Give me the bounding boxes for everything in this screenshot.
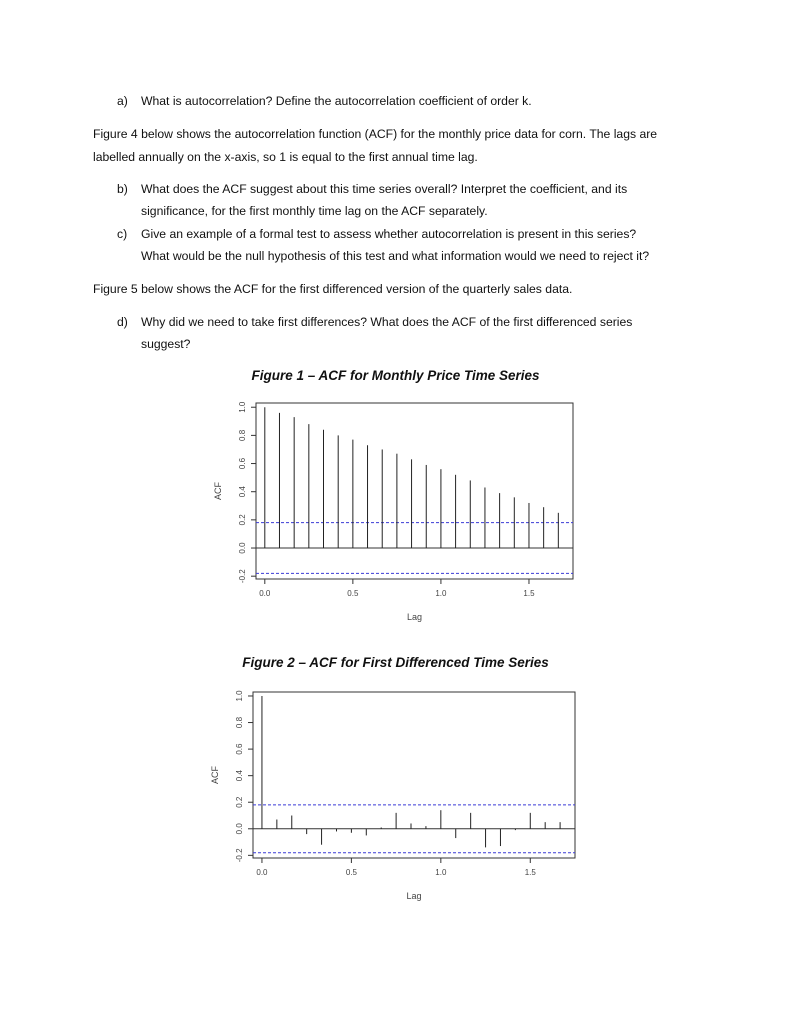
y-tick-label: -0.2 [238, 569, 247, 584]
y-tick-label: 0.8 [235, 716, 244, 729]
plot-frame [256, 403, 573, 579]
y-tick-label: -0.2 [235, 848, 244, 863]
x-axis-label: Lag [406, 612, 423, 622]
question-b-line2: significance, for the first monthly time lag on the ACF separately. [141, 204, 488, 218]
x-tick-label: 0.0 [259, 589, 271, 598]
question-d-line1: Why did we need to take first differences? What does the ACF of the first differenced series [141, 315, 633, 329]
question-c-label: c) [117, 227, 128, 241]
question-c-line1: Give an example of a formal test to assess whether autocorrelation is present in this series? [141, 227, 637, 241]
paragraph-figure5: Figure 5 below shows the ACF for the first differenced version of the quarterly sales data. [93, 282, 573, 296]
y-tick-label: 0.6 [238, 457, 247, 470]
question-b-label: b) [117, 182, 128, 196]
y-tick-label: 0.2 [235, 796, 244, 808]
x-tick-label: 1.0 [435, 589, 447, 598]
question-b-line1: What does the ACF suggest about this time series overall? Interpret the coefficient, and its [141, 182, 628, 196]
figure1-title: Figure 1 – ACF for Monthly Price Time Series [251, 368, 540, 383]
y-tick-label: 0.4 [238, 486, 247, 498]
paragraph-figure4-line2: labelled annually on the x-axis, so 1 is equal to the first annual time lag. [93, 150, 478, 164]
question-a-text: What is autocorrelation? Define the autocorrelation coefficient of order k. [141, 94, 532, 108]
question-a [117, 93, 532, 109]
y-tick-label: 0.0 [235, 823, 244, 835]
x-tick-label: 0.0 [256, 868, 268, 877]
y-axis-label: ACF [213, 482, 223, 500]
x-tick-label: 1.0 [435, 868, 447, 877]
y-tick-label: 1.0 [238, 401, 247, 413]
x-tick-label: 0.5 [347, 589, 359, 598]
y-tick-label: 1.0 [235, 690, 244, 702]
y-tick-label: 0.4 [235, 770, 244, 782]
question-c [117, 226, 636, 242]
question-b [117, 181, 627, 197]
question-d [117, 314, 632, 330]
y-tick-label: 0.2 [238, 514, 247, 526]
question-d-line2: suggest? [141, 337, 191, 351]
x-tick-label: 1.5 [524, 868, 536, 877]
plot-frame [253, 692, 575, 858]
x-tick-label: 1.5 [523, 589, 535, 598]
question-d-label: d) [117, 315, 128, 329]
x-axis-label: Lag [406, 891, 422, 901]
figure1-acf-chart [200, 395, 590, 630]
question-c-line2: What would be the null hypothesis of this test and what information would we need to reject it? [141, 249, 650, 263]
figure2-title: Figure 2 – ACF for First Differenced Time Series [242, 655, 549, 670]
paragraph-figure4-line1: Figure 4 below shows the autocorrelation function (ACF) for the monthly price data for corn. The lags are [93, 127, 658, 141]
y-tick-label: 0.6 [235, 743, 244, 755]
x-tick-label: 0.5 [345, 868, 357, 877]
figure2-acf-chart [200, 685, 590, 910]
question-a-label: a) [117, 94, 128, 108]
y-tick-label: 0.0 [238, 542, 247, 554]
y-axis-label: ACF [210, 766, 220, 784]
y-tick-label: 0.8 [238, 429, 247, 441]
